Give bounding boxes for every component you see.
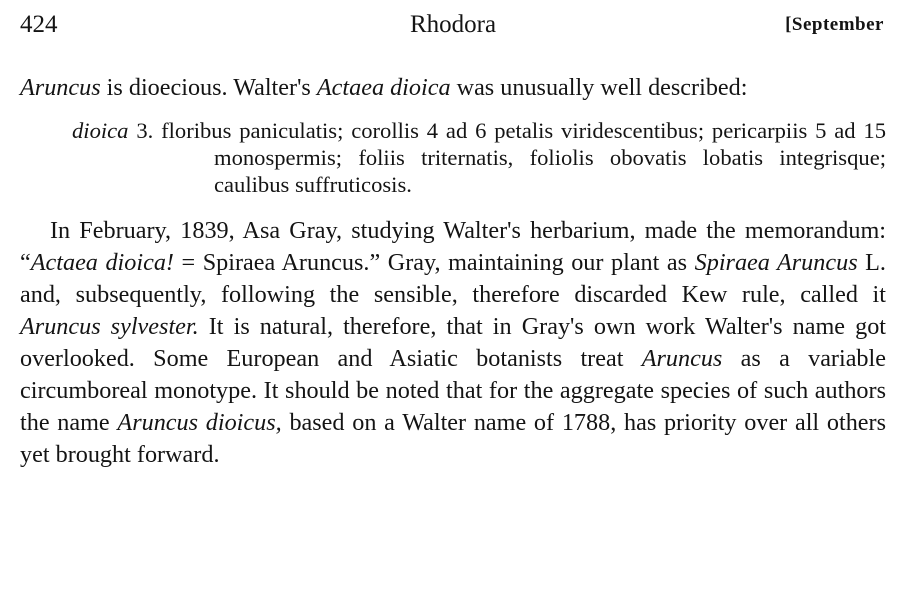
paragraph-gray-memorandum xyxy=(20,215,886,471)
paragraph-text: It is natural, therefore, that in Gray's own work Walter's name got overlooked. Some European and Asiatic botanists treat xyxy=(20,313,887,372)
paragraph-text: = Spiraea Aruncus.” Gray, maintaining our plant as xyxy=(173,249,695,276)
species-name: Aruncus sylvester. xyxy=(20,313,199,340)
genus-name: Aruncus xyxy=(641,345,723,372)
genus-name: Aruncus xyxy=(20,74,101,101)
species-name: Spiraea Aruncus xyxy=(694,249,858,276)
page-number: 424 xyxy=(20,11,58,38)
species-name: Actaea dioica xyxy=(316,74,451,101)
journal-title: Rhodora xyxy=(409,11,497,38)
quote-epithet: dioica xyxy=(72,118,129,143)
paragraph-text: was unusually well described: xyxy=(450,74,748,101)
species-name: Aruncus dioicus, xyxy=(117,409,282,436)
section-month: [September xyxy=(785,14,884,35)
paragraph-text: In February, 1839, Asa Gray, studying Walter's herbarium, made the memorandum: “ xyxy=(20,217,886,276)
paragraph-text: as a variable circumboreal monotype. It should be noted that for the aggregate species of such authors the name xyxy=(20,345,886,436)
quote-text: 3. floribus paniculatis; corollis 4 ad 6 petalis viridescentibus; pericarpiis 5 ad 15 monospermis; foliis triternatis, foliolis obovatis lobatis integrisque; caulibus suffruticosis. xyxy=(128,118,886,197)
paragraph-aruncus-dioecious xyxy=(20,72,886,104)
paragraph-text: L. and, subsequently, following the sensible, therefore discarded Kew rule, called it xyxy=(20,249,886,308)
species-name: Actaea dioica! xyxy=(30,249,174,276)
walter-description-quote xyxy=(72,117,886,198)
paragraph-text: based on a Walter name of 1788, has priority over all others yet brought forward. xyxy=(20,409,886,468)
paragraph-text: is dioecious. Walter's xyxy=(100,74,317,101)
running-head xyxy=(20,8,886,42)
